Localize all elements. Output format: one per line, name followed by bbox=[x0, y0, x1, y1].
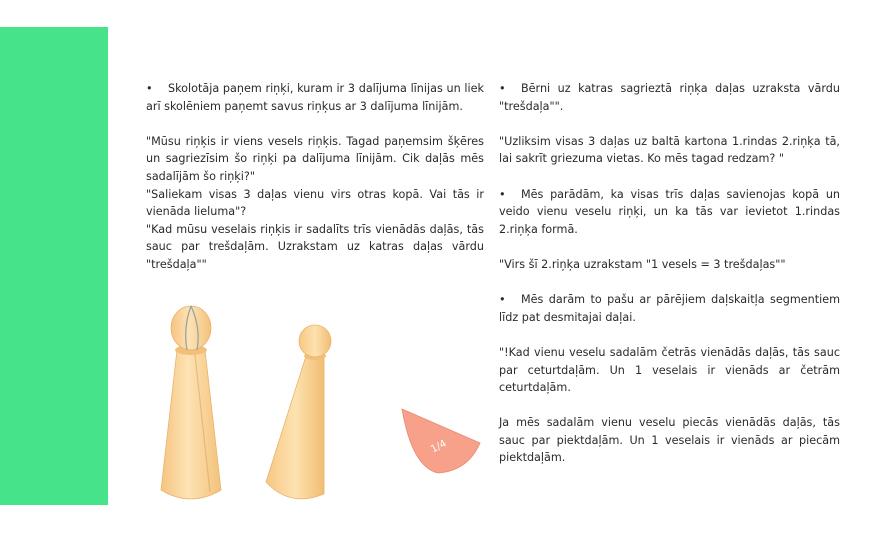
bullet-paragraph: • Bērni uz katras sagrieztā riņķa daļas uzraksta vārdu "trešdaļa"". bbox=[499, 82, 840, 113]
wooden-peg-small-illustration bbox=[262, 322, 336, 512]
bullet-icon: • bbox=[499, 82, 506, 95]
quote-paragraph: "Mūsu riņķis ir viens vesels riņķis. Tagad paņemsim šķēres un sagriezīsim šo riņķi pa dalījuma līnijām. Cik daļās mēs sadalījām šo riņķi?" bbox=[146, 134, 484, 183]
paragraph: "!Kad vienu veselu sadalām četrās vienādās daļās, tās sauc par ceturtdaļām. Un 1 veselais ir vienāds ar četrām ceturtdaļām. bbox=[499, 345, 840, 395]
fraction-label: 1/4 bbox=[429, 438, 449, 456]
bullet-icon: • bbox=[499, 293, 506, 307]
wooden-peg-large-illustration bbox=[155, 300, 227, 510]
left-text-column bbox=[146, 80, 484, 274]
bullet-paragraph: • Mēs darām to pašu ar pārējiem daļskaitļa segmentiem līdz pat desmitajai daļai. bbox=[499, 293, 840, 324]
bullet-icon: • bbox=[146, 82, 153, 95]
quote-paragraph: "Saliekam visas 3 daļas vienu virs otras kopā. Vai tās ir vienāda lieluma"? bbox=[146, 187, 484, 219]
paragraph: "Uzliksim visas 3 daļas uz baltā kartona 1.rindas 2.riņķa tā, lai sakrīt griezuma vietas. Ko mēs tagad redzam? " bbox=[499, 134, 840, 166]
paragraph: Ja mēs sadalām vienu veselu piecās vienādās daļās, tās sauc par piektdaļām. Un 1 veselais ir vienāds ar piecām piektdaļām. bbox=[499, 416, 840, 465]
quote-paragraph: "Kad mūsu veselais riņķis ir sadalīts trīs vienādās daļās, tās sauc par trešdaļām. Uzrakstam uz katras daļas vārdu "trešdaļa"" bbox=[146, 222, 484, 271]
accent-bar bbox=[0, 27, 108, 505]
bullet-paragraph: • Mēs parādām, ka visas trīs daļas savienojas kopā un veido vienu veselu riņķi, un ka tās var ievietot 1.rindas 2.riņķa formā. bbox=[499, 187, 840, 236]
quarter-fraction-piece-illustration bbox=[398, 405, 484, 477]
bullet-icon: • bbox=[499, 187, 506, 201]
intro-bullet: • Skolotāja paņem riņķi, kuram ir 3 dalījuma līnijas un liek arī skolēniem paņemt savus riņķus ar 3 dalījuma līnijām. bbox=[146, 82, 484, 113]
paragraph: "Virs šī 2.riņķa uzrakstam "1 vesels = 3 trešdaļas"" bbox=[499, 257, 786, 271]
right-text-column bbox=[499, 80, 840, 467]
